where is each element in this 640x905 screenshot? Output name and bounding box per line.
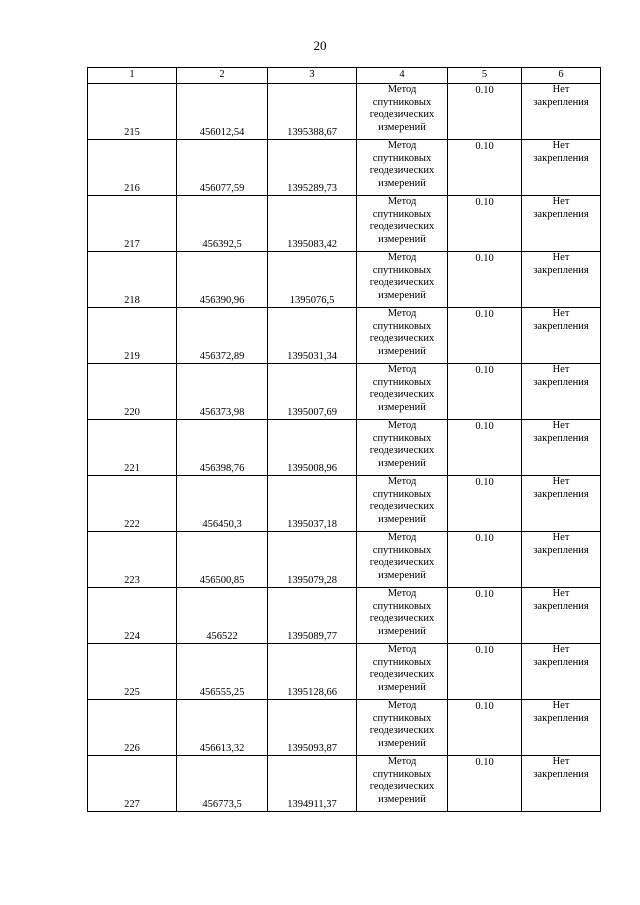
column-header: 2	[177, 68, 268, 84]
fixation-line: закрепления	[533, 768, 589, 780]
y-coordinate-cell: 1395031,34	[268, 308, 357, 364]
column-header: 1	[88, 68, 177, 84]
point-number-cell: 215	[88, 84, 177, 140]
fixation-line: закрепления	[533, 712, 589, 724]
fixation-line: закрепления	[533, 544, 589, 556]
method-line: спутниковых	[372, 264, 432, 276]
fixation-cell	[522, 644, 601, 700]
table-row	[88, 84, 601, 140]
coordinates-table	[87, 67, 601, 812]
point-number-cell: 220	[88, 364, 177, 420]
x-coordinate-cell: 456500,85	[177, 532, 268, 588]
method-line: Метод	[387, 84, 417, 95]
table-row	[88, 364, 601, 420]
method-cell	[357, 700, 448, 756]
fixation-line: Нет	[552, 700, 570, 711]
method-line: Метод	[387, 364, 417, 375]
method-line: геодезических	[369, 725, 435, 736]
fixation-cell	[522, 140, 601, 196]
point-number-cell: 218	[88, 252, 177, 308]
method-cell	[357, 84, 448, 140]
y-coordinate-cell: 1395079,28	[268, 532, 357, 588]
point-number-cell: 225	[88, 644, 177, 700]
accuracy-cell: 0.10	[448, 364, 522, 420]
fixation-line: закрепления	[533, 96, 589, 108]
y-coordinate-cell: 1395037,18	[268, 476, 357, 532]
method-line: спутниковых	[372, 320, 432, 332]
method-line: геодезических	[369, 613, 435, 624]
table-row	[88, 140, 601, 196]
fixation-line: закрепления	[533, 152, 589, 164]
method-line: геодезических	[369, 165, 435, 176]
fixation-cell	[522, 700, 601, 756]
method-line: спутниковых	[372, 544, 432, 556]
method-line: геодезических	[369, 277, 435, 288]
x-coordinate-cell: 456373,98	[177, 364, 268, 420]
fixation-line: Нет	[552, 532, 570, 543]
table-row	[88, 644, 601, 700]
accuracy-cell: 0.10	[448, 420, 522, 476]
fixation-line: Нет	[552, 252, 570, 263]
fixation-line: закрепления	[533, 376, 589, 388]
x-coordinate-cell: 456773,5	[177, 756, 268, 812]
fixation-cell	[522, 252, 601, 308]
table-row	[88, 476, 601, 532]
method-line: Метод	[387, 196, 417, 207]
table-row	[88, 308, 601, 364]
method-cell	[357, 420, 448, 476]
column-header: 5	[448, 68, 522, 84]
method-line: измерений	[378, 513, 426, 525]
point-number-cell: 222	[88, 476, 177, 532]
fixation-line: Нет	[552, 420, 570, 431]
y-coordinate-cell: 1395008,96	[268, 420, 357, 476]
fixation-line: закрепления	[533, 488, 589, 500]
method-cell	[357, 364, 448, 420]
y-coordinate-cell: 1395007,69	[268, 364, 357, 420]
method-line: измерений	[378, 793, 426, 805]
y-coordinate-cell: 1395093,87	[268, 700, 357, 756]
method-line: измерений	[378, 289, 426, 301]
accuracy-cell: 0.10	[448, 252, 522, 308]
point-number-cell: 223	[88, 532, 177, 588]
fixation-line: закрепления	[533, 208, 589, 220]
table-row	[88, 756, 601, 812]
method-line: Метод	[387, 476, 417, 487]
accuracy-cell: 0.10	[448, 476, 522, 532]
column-header: 6	[522, 68, 601, 84]
y-coordinate-cell: 1395083,42	[268, 196, 357, 252]
method-line: геодезических	[369, 501, 435, 512]
column-header: 3	[268, 68, 357, 84]
y-coordinate-cell: 1395128,66	[268, 644, 357, 700]
point-number-cell: 226	[88, 700, 177, 756]
fixation-cell	[522, 532, 601, 588]
method-line: спутниковых	[372, 656, 432, 668]
x-coordinate-cell: 456555,25	[177, 644, 268, 700]
accuracy-cell: 0.10	[448, 644, 522, 700]
method-line: измерений	[378, 345, 426, 357]
fixation-line: Нет	[552, 364, 570, 375]
x-coordinate-cell: 456450,3	[177, 476, 268, 532]
method-line: измерений	[378, 681, 426, 693]
y-coordinate-cell: 1395289,73	[268, 140, 357, 196]
method-line: геодезических	[369, 669, 435, 680]
method-line: спутниковых	[372, 152, 432, 164]
point-number-cell: 216	[88, 140, 177, 196]
method-line: измерений	[378, 625, 426, 637]
method-line: Метод	[387, 756, 417, 767]
method-line: геодезических	[369, 445, 435, 456]
y-coordinate-cell: 1395076,5	[268, 252, 357, 308]
table-row	[88, 588, 601, 644]
accuracy-cell: 0.10	[448, 84, 522, 140]
fixation-line: закрепления	[533, 320, 589, 332]
method-line: Метод	[387, 588, 417, 599]
method-line: Метод	[387, 644, 417, 655]
method-line: спутниковых	[372, 600, 432, 612]
fixation-cell	[522, 308, 601, 364]
fixation-line: закрепления	[533, 656, 589, 668]
method-line: Метод	[387, 420, 417, 431]
method-line: геодезических	[369, 389, 435, 400]
x-coordinate-cell: 456372,89	[177, 308, 268, 364]
method-line: спутниковых	[372, 488, 432, 500]
fixation-cell	[522, 84, 601, 140]
method-line: геодезических	[369, 557, 435, 568]
fixation-cell	[522, 196, 601, 252]
table-row	[88, 196, 601, 252]
x-coordinate-cell: 456390,96	[177, 252, 268, 308]
method-line: Метод	[387, 252, 417, 263]
method-cell	[357, 532, 448, 588]
fixation-line: Нет	[552, 476, 570, 487]
method-cell	[357, 308, 448, 364]
method-line: геодезических	[369, 781, 435, 792]
method-line: измерений	[378, 737, 426, 749]
method-line: спутниковых	[372, 96, 432, 108]
fixation-cell	[522, 476, 601, 532]
fixation-line: закрепления	[533, 264, 589, 276]
fixation-cell	[522, 420, 601, 476]
x-coordinate-cell: 456012,54	[177, 84, 268, 140]
fixation-line: Нет	[552, 588, 570, 599]
x-coordinate-cell: 456522	[177, 588, 268, 644]
x-coordinate-cell: 456392,5	[177, 196, 268, 252]
point-number-cell: 219	[88, 308, 177, 364]
fixation-line: Нет	[552, 84, 570, 95]
method-line: спутниковых	[372, 376, 432, 388]
method-line: спутниковых	[372, 432, 432, 444]
method-cell	[357, 476, 448, 532]
point-number-cell: 224	[88, 588, 177, 644]
method-line: измерений	[378, 121, 426, 133]
fixation-line: Нет	[552, 196, 570, 207]
method-cell	[357, 140, 448, 196]
method-line: геодезических	[369, 221, 435, 232]
accuracy-cell: 0.10	[448, 196, 522, 252]
fixation-line: Нет	[552, 644, 570, 655]
method-cell	[357, 588, 448, 644]
method-line: измерений	[378, 401, 426, 413]
accuracy-cell: 0.10	[448, 308, 522, 364]
fixation-line: закрепления	[533, 432, 589, 444]
method-line: спутниковых	[372, 768, 432, 780]
y-coordinate-cell: 1395089,77	[268, 588, 357, 644]
x-coordinate-cell: 456077,59	[177, 140, 268, 196]
y-coordinate-cell: 1394911,37	[268, 756, 357, 812]
point-number-cell: 221	[88, 420, 177, 476]
method-line: измерений	[378, 233, 426, 245]
method-line: измерений	[378, 177, 426, 189]
method-line: спутниковых	[372, 712, 432, 724]
accuracy-cell: 0.10	[448, 588, 522, 644]
method-line: Метод	[387, 532, 417, 543]
fixation-cell	[522, 756, 601, 812]
fixation-line: Нет	[552, 308, 570, 319]
point-number-cell: 227	[88, 756, 177, 812]
method-line: измерений	[378, 457, 426, 469]
accuracy-cell: 0.10	[448, 140, 522, 196]
fixation-cell	[522, 588, 601, 644]
method-cell	[357, 196, 448, 252]
fixation-line: Нет	[552, 756, 570, 767]
method-line: Метод	[387, 140, 417, 151]
method-line: спутниковых	[372, 208, 432, 220]
method-cell	[357, 644, 448, 700]
table-row	[88, 252, 601, 308]
x-coordinate-cell: 456398,76	[177, 420, 268, 476]
table-row	[88, 420, 601, 476]
fixation-line: закрепления	[533, 600, 589, 612]
y-coordinate-cell: 1395388,67	[268, 84, 357, 140]
method-cell	[357, 756, 448, 812]
table-header-row	[88, 68, 601, 84]
accuracy-cell: 0.10	[448, 700, 522, 756]
accuracy-cell: 0.10	[448, 756, 522, 812]
point-number-cell: 217	[88, 196, 177, 252]
fixation-line: Нет	[552, 140, 570, 151]
fixation-cell	[522, 364, 601, 420]
method-cell	[357, 252, 448, 308]
column-header: 4	[357, 68, 448, 84]
method-line: Метод	[387, 308, 417, 319]
method-line: геодезических	[369, 333, 435, 344]
method-line: Метод	[387, 700, 417, 711]
method-line: геодезических	[369, 109, 435, 120]
table-row	[88, 532, 601, 588]
accuracy-cell: 0.10	[448, 532, 522, 588]
table-row	[88, 700, 601, 756]
page-number: 20	[313, 38, 327, 53]
x-coordinate-cell: 456613,32	[177, 700, 268, 756]
method-line: измерений	[378, 569, 426, 581]
